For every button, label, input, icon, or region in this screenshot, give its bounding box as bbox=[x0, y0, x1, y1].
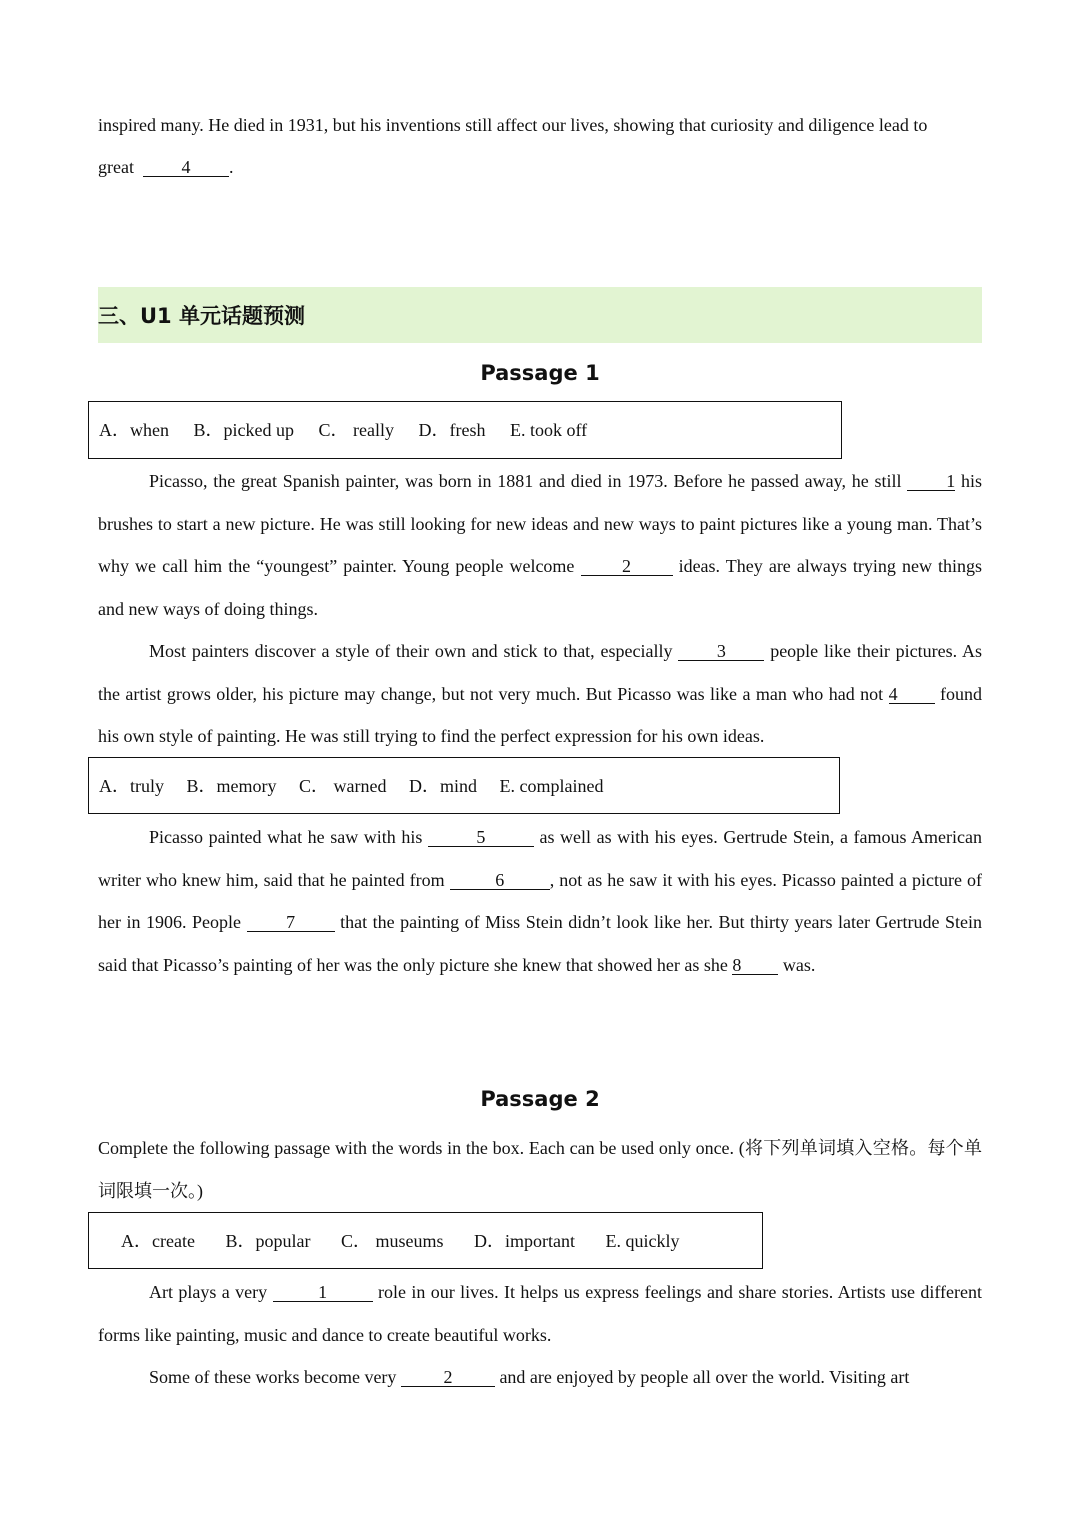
p1-text-1: Picasso, the great Spanish painter, was born in 1881 and died in 1973. Before he passed away, he still bbox=[149, 471, 902, 491]
option-c: C． warned bbox=[299, 776, 387, 796]
blank-p1-2[interactable]: 2 bbox=[581, 557, 673, 576]
word-box-2 bbox=[88, 757, 840, 814]
intro-line bbox=[98, 104, 927, 146]
p2-1-text-2: role in our lives. It helps us express feelings and share stories. Artists use different forms like painting, music and dance to create beautiful works. bbox=[98, 1282, 983, 1345]
p1-text-3: ideas. They are always trying new things and new ways of doing things. bbox=[98, 556, 983, 619]
blank-p1-4[interactable]: 4 bbox=[889, 685, 935, 704]
blank-p1-3[interactable]: 3 bbox=[678, 642, 764, 661]
intro-period: . bbox=[228, 157, 234, 177]
option-e: E. took off bbox=[509, 420, 588, 440]
option-a: A．truly bbox=[99, 776, 164, 796]
blank-p1-1[interactable]: 1 bbox=[907, 472, 955, 491]
p3-text-5: was. bbox=[782, 954, 816, 975]
passage2-title: Passage 2 bbox=[480, 1087, 600, 1111]
passage1-paragraph-2 bbox=[98, 630, 982, 758]
passage2-paragraph-1 bbox=[98, 1271, 982, 1356]
p3-text-1: Picasso painted what he saw with his bbox=[149, 827, 423, 847]
option-b: B．picked up bbox=[193, 420, 294, 440]
passage1-title: Passage 1 bbox=[480, 361, 600, 385]
option-d: D．fresh bbox=[418, 420, 486, 440]
option-a: A．create bbox=[121, 1231, 195, 1251]
p3-text-2: as well as with his eyes. Gertrude Stein, a famous American writer who knew him, said that he painted from bbox=[98, 827, 983, 890]
p1-text-2: his brushes to start a new picture. He was still looking for new ideas and new ways to paint pictures like a young man. That’s why we call him the “youngest” painter. Young people welcome bbox=[98, 471, 983, 576]
section-title: 三、U1 单元话题预测 bbox=[98, 304, 305, 328]
passage1-paragraph-1 bbox=[98, 460, 982, 630]
p3-text-4: that the painting of Miss Stein didn’t look like her. But thirty years later Gertrude Stein said that Picasso’s painting of her was the only picture she knew that showed her as she bbox=[98, 912, 983, 975]
passage2-instruction: Complete the following passage with the words in the box. Each can be used only once. (将下列单词填入空格。每个单词限填一次。) bbox=[98, 1138, 982, 1201]
blank-p1-7[interactable]: 7 bbox=[247, 913, 335, 932]
blank-p1-8[interactable]: 8 bbox=[732, 956, 778, 975]
word-box-3 bbox=[88, 1212, 763, 1269]
option-b: B．memory bbox=[186, 776, 277, 796]
option-d: D．mind bbox=[408, 776, 477, 796]
blank-intro-4[interactable]: 4 bbox=[143, 158, 229, 177]
p2-2-text-2: and are enjoyed by people all over the world. Visiting art bbox=[499, 1367, 910, 1387]
p3-text-3: , not as he saw it with his eyes. Picasso painted a picture of her in 1906. People bbox=[98, 869, 982, 932]
option-e: E. quickly bbox=[605, 1231, 680, 1251]
passage2-paragraph-2 bbox=[98, 1356, 982, 1399]
option-a: A．when bbox=[99, 420, 169, 440]
intro-line-2 bbox=[98, 146, 233, 188]
option-c: C． really bbox=[318, 420, 394, 440]
option-b: B．popular bbox=[225, 1231, 311, 1251]
p2-2-text-1: Some of these works become very bbox=[149, 1367, 397, 1387]
word-box-1 bbox=[88, 401, 842, 459]
option-d: D．important bbox=[473, 1231, 575, 1251]
passage1-paragraph-3 bbox=[98, 816, 982, 986]
p2-text-1: Most painters discover a style of their own and stick to that, especially bbox=[149, 641, 673, 661]
p2-text-3: found his own style of painting. He was still trying to find the perfect expression for his own ideas. bbox=[98, 683, 983, 746]
blank-p1-5[interactable]: 5 bbox=[428, 828, 534, 847]
blank-p2-2[interactable]: 2 bbox=[401, 1368, 495, 1387]
intro-text-2: great bbox=[98, 157, 134, 177]
p2-text-2: people like their pictures. As the artist grows older, his picture may change, but not very much. But Picasso was like a man who had not bbox=[98, 641, 983, 704]
p2-1-text-1: Art plays a very bbox=[149, 1282, 268, 1302]
intro-text: inspired many. He died in 1931, but his inventions still affect our lives, showing that curiosity and diligence lead to bbox=[98, 115, 928, 135]
option-c: C． museums bbox=[340, 1231, 444, 1251]
blank-p2-1[interactable]: 1 bbox=[273, 1283, 373, 1302]
option-e: E. complained bbox=[499, 776, 604, 796]
blank-p1-6[interactable]: 6 bbox=[450, 871, 550, 890]
